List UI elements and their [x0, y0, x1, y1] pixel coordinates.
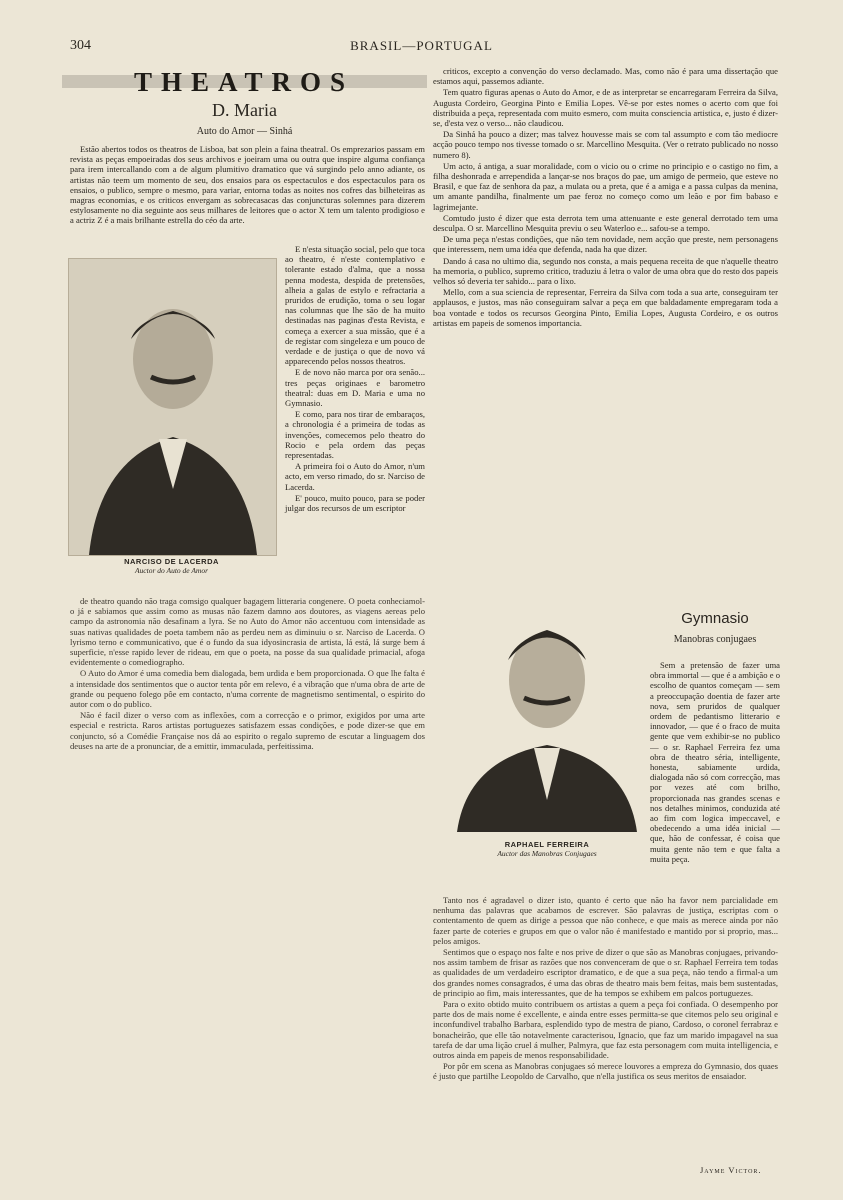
- side-text: [285, 244, 425, 514]
- paragraph: Não é facil dizer o verso com as inflexões, com a correcção e o primor, exigidos por uma arte especial e restricta. Raros artistas portuguezes satisfazem essas condições, e pode dizer-se que em conjuncto, só a Comédie Française nos dá ao espirito o regalo supremo de escutar a linguagem dos deuses na arte de a pronunciar, de a emittir, immaculada, perfeitissima.: [70, 710, 425, 751]
- play-title: D. Maria: [212, 100, 277, 120]
- paragraph: Estão abertos todos os theatros de Lisboa, bat son plein a faina theatral. Os emprezarios passam em revista as peças empoeiradas dos seus archivos e joeiram uma ou outra que inspire alguma confiança para irem intercallando com a de algum plumitivo dramatico que vá surgindo pelo anno adiante, os artistas não teem um momento de seu, dos ensaios para os espectaculos e dos espectaculos para os ensaios, o publico, sempre o mesmo, para variar, entorna todas as noites nos cofres das bilheteiras as magras economias, e os criticos envergam as sobrecasacas das conjuncturas solemnes para dizerem estylosamente no dia seguinte aos seus milhares de leitores que o actor X tem um talento prodigioso e a actriz Z é a mais brilhante estrella do céo da arte.: [70, 144, 425, 226]
- paragraph: De uma peça n'estas condições, que não tem novidade, nem acção que preste, nem personagens que interessem, nem uma idéa que defenda, nada ha que dizer.: [433, 234, 778, 255]
- page-number: 304: [70, 38, 91, 53]
- paragraph: Sem a pretensão de fazer uma obra immortal — que é a ambição e o escolho de quantos começam — sem a preoccupação doentia de fazer arte nova, sem pruridos de qualquer ordem de pedantismo litterario e innovador, — que é o fraco de muita gente que vem exhibir-se no publico — o sr. Raphael Ferreira fez uma obra de theatro séria, intelligente, honesta, sabiamente urdida, dialogada não só com correcção, mas por vezes até com brilho, proporcionada nas grandes scenas e nos detalhes minimos, conduzida até ao fim com logica impeccavel, e obedecendo a uma idéa inicial — que, hão de confessar, é coisa que muita gente não tem e que falta a muita peça.: [650, 660, 780, 864]
- gymnasio-title: Gymnasio: [681, 610, 749, 627]
- portrait-raphael-ferreira: [452, 600, 642, 832]
- author-signature: Jayme Victor.: [700, 1165, 762, 1175]
- gymnasio-subtitle: Manobras conjugaes: [673, 634, 757, 645]
- paragraph: E' pouco, muito pouco, para se poder julgar dos recursos de um escriptor: [285, 492, 425, 514]
- gymnasio-body-text: [433, 895, 778, 1160]
- paragraph: E como, para nos tirar de embaraços, a chronologia é a primeira de todas as invenções, comecemos pelo theatro do Rocio e pela ordem das peças representadas.: [285, 409, 425, 461]
- paragraph: Tanto nos é agradavel o dizer isto, quanto é certo que não ha favor nem parcialidade em nenhuma das palavras que acabamos de escrever. São palavras de justiça, escriptas com o contentamento de quem as dirige a pessoa que não conhece, e que mais as merece ainda por não fazer parte de coteries e grupos em que o valor não é manifestado e mantido por si proprio, mas... pelos amigos.: [433, 895, 778, 946]
- gymnasio-side-text: [650, 660, 780, 890]
- portrait-narciso-de-lacerda: [68, 258, 277, 556]
- right-body-text: [433, 66, 778, 601]
- left-body-text: [70, 596, 425, 1176]
- paragraph: Comtudo justo é dizer que esta derrota tem uma attenuante e este general derrotado tem uma desculpa. O sr. Marcellino Mesquita previu o seu Waterloo e... safou-se a tempo.: [433, 212, 778, 234]
- paragraph: Um acto, á antiga, a suar moralidade, com o vicio ou o crime no principio e o castigo no fim, a filha deshonrada e arrependida a lançar-se nos braços do pae, um amigo de permeio, que esteve no Brasil, e que faz de senhora da paz, a mulata ou a preta, que é a amiga e a passa culpas da menina, um amante pandilha, finalmente um pae feroz no começo como um leão e por fim babaso e lagrimejante.: [433, 160, 778, 212]
- photo-subcaption: Auctor do Auto de Amor: [134, 566, 209, 575]
- photo-subcaption: Auctor das Manobras Conjugaes: [497, 849, 597, 858]
- running-title: BRASIL—PORTUGAL: [350, 38, 493, 53]
- paragraph: Por pôr em scena as Manobras conjugaes só merece louvores a empreza do Gymnasio, dos quaes é justo que partilhe Leopoldo de Carvalho, que n'ella justifica os seus meritos de ensaiador.: [433, 1061, 778, 1082]
- photo-caption: [452, 840, 642, 858]
- masthead-text: THEATROS: [133, 67, 355, 96]
- paragraph: criticos, excepto a convenção do verso declamado. Mas, como não é para uma dissertação que estamos aqui, passemos adiante.: [433, 66, 778, 87]
- paragraph: Da Sinhá ha pouco a dizer; mas talvez houvesse mais se com tal assumpto e com tão mediocre acção pouco tempo nos tivesse tomado o sr. Marcellino Mesquita. (Ver o retrato publicado no nosso numero 8).: [433, 129, 778, 160]
- paragraph: Sentimos que o espaço nos falte e nos prive de dizer o que são as Manobras conjugaes, privando-nos assim tambem de frisar as razões que nos convenceram de que o sr. Raphael Ferreira tem todas as qualidades de um verdadeiro escriptor dramatico, e de que a sua peça, não tendo a firmal-a um dos grandes nomes consagrados, é uma das obras de theatro mais bem feitas, mais bem sustentadas, de principio ao fim, mais interessantes, que de ha tempos se exhibem em palcos portuguezes.: [433, 947, 778, 998]
- page-header: [70, 38, 773, 58]
- paragraph: O Auto do Amor é uma comedia bem dialogada, bem urdida e bem proporcionada. O que lhe falta é a intensidade dos sentimentos que o auctor tenta pôr em relevo, é a vibração que n'uma obra de arte de grande ou pequeno folego pôe em contacto, n'uma corrente de magnetismo sentimental, o espirito do autor com o do publico.: [70, 668, 425, 710]
- paragraph: Dando á casa no ultimo dia, segundo nos consta, a mais pequena receita de que n'aquelle theatro ha memoria, o publico, supremo critico, traduziu á letra o valor de uma obra que do resto dos papeis velhos só deveria ter sahido... para o lixo.: [433, 255, 778, 287]
- section-masthead: [62, 66, 427, 96]
- photo-name: NARCISO DE LACERDA: [124, 557, 219, 566]
- paragraph: A primeira foi o Auto do Amor, n'um acto, em verso rimado, do sr. Narciso de Lacerda.: [285, 461, 425, 492]
- paragraph: de theatro quando não traga comsigo qualquer bagagem litteraria congenere. O poeta conheciamol-o já e sabiamos que assim como as musas não fazem damno aos doutores, as viagens aereas pelo campo da astronomia não desafinam a lyra. Se no Auto do Amor não accentuou com intensidade as suas nativas qualidades de poeta tambem não as perdeu nem as diminuiu o sr. Narciso de Lacerda. O lyrismo terno e communicativo, que é o fundo da sua idyosincrasia de artista, lá está, lá surge bem á superficie, n'esse rapido lever de rideau, em que o poeta, na posse da sua qualidade primacial, afoga evidentemente o comediographo.: [70, 596, 425, 668]
- paragraph: Para o exito obtido muito contribuem os artistas a quem a peça foi confiada. O desempenho por parte dos de mais nome é excellente, e ainda entre esses permitta-se que citemos pelo seu original e inconfundivel trabalho Barbara, esplendido typo de mestra de piano, Cardoso, o coronel ferrabraz e bonacheirão, que elle tão notavelmente caracterisou, Ignacio, que faz um marido impagavel na sua tarefa de dar uma lição cruel á mulher, Palmyra, que faz esta personagem com muita intelligencia, e outros ainda em papeis de menos responsabilidade.: [433, 999, 778, 1061]
- paragraph: Mello, com a sua sciencia de representar, Ferreira da Silva com toda a sua arte, conseguiram ter applausos, e justos, mas não conseguiram salvar a peça em que baldadamente empregaram toda a boa vontade e todos os recursos Georgina Pinto, Emilia Lopes, Augusta Cordeiro, e os outros artistas em papeis de somenos importancia.: [433, 287, 778, 328]
- paragraph: Tem quatro figuras apenas o Auto do Amor, e de as interpretar se encarregaram Ferreira da Silva, Augusta Cordeiro, Georgina Pinto e Emilia Lopes. Vê-se por estes nomes o acerto com que foi distribuida a peça, representada com muito esmero, com muita consciencia artistica, e, justo é dizer-se, d'esta vez o verso... não claudicou.: [433, 87, 778, 129]
- play-subtitle: Auto do Amor — Sinhá: [196, 126, 293, 137]
- photo-name: RAPHAEL FERREIRA: [504, 840, 590, 849]
- intro-text: [70, 144, 425, 227]
- paragraph: E n'esta situação social, pelo que toca ao theatro, é n'este contemplativo e tolerante estado d'alma, que a nossa penna modesta, despida de pretensões, alheia a galas de estylo e refractaria a pruridos de erudição, toma o seu logar nas columnas que lhe são de ha muito destinadas nas paginas d'esta Revista, e começa a exercer a sua missão, que é a de registar com singeleza e um pouco de verdade e de justiça o que de novo vá apparecendo pelos nossos theatros.: [285, 244, 425, 367]
- photo-caption: [68, 557, 275, 575]
- paragraph: E de novo não marca por ora senão... tres peças originaes e barometro theatral: duas em D. Maria e uma no Gymnasio.: [285, 367, 425, 409]
